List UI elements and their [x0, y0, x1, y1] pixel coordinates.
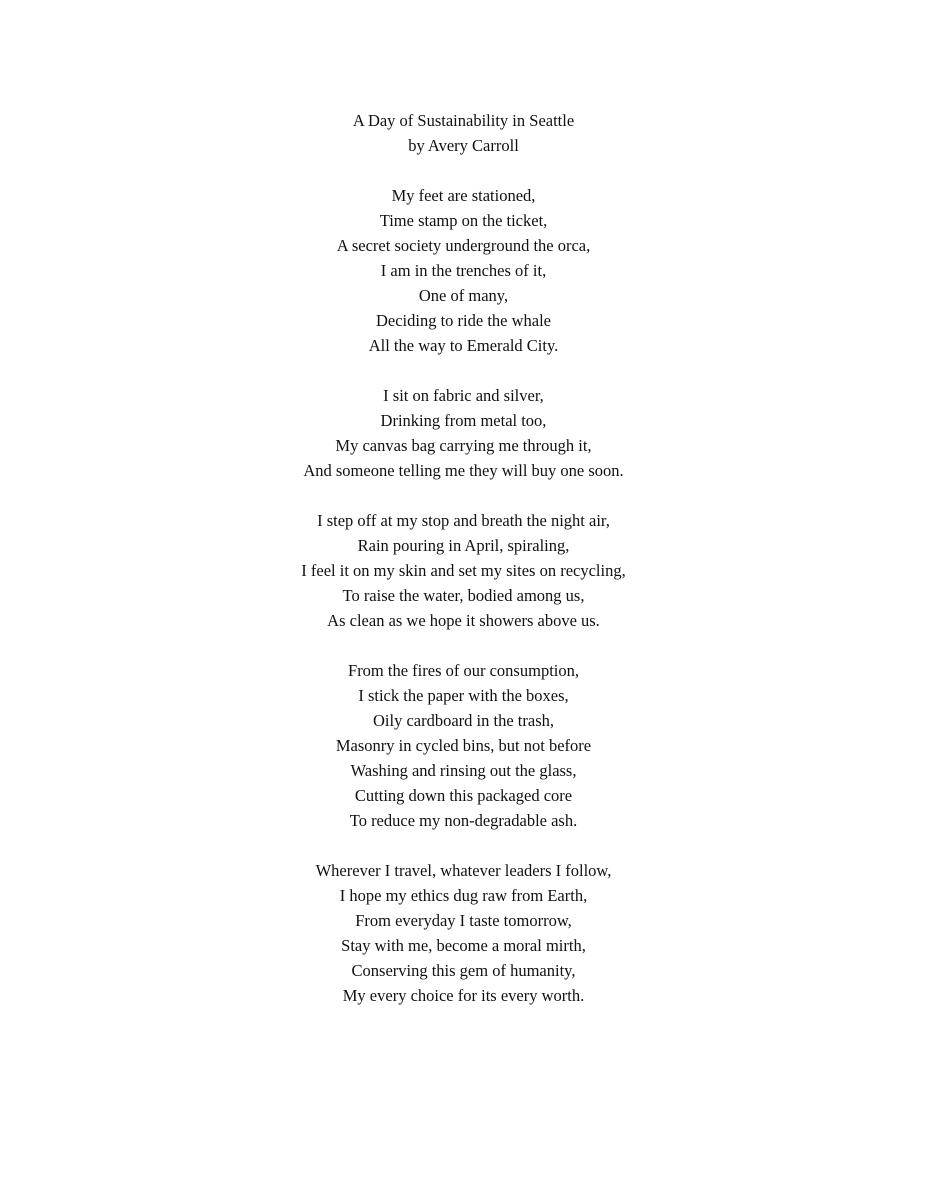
- poem-line: I step off at my stop and breath the night air,: [317, 511, 610, 530]
- poem-line: A secret society underground the orca,: [336, 236, 591, 255]
- stanza-2: [0, 383, 927, 483]
- poem-title: A Day of Sustainability in Seattle: [352, 111, 575, 130]
- poem-line: I stick the paper with the boxes,: [358, 686, 569, 705]
- poem-line: Rain pouring in April, spiraling,: [357, 536, 570, 555]
- stanza-break: [0, 483, 927, 508]
- stanza-1: [0, 183, 927, 358]
- poem-line: My canvas bag carrying me through it,: [335, 436, 592, 455]
- poem-page: [0, 108, 927, 1008]
- poem-line: I hope my ethics dug raw from Earth,: [339, 886, 588, 905]
- stanza-break: [0, 633, 927, 658]
- poem-line: Conserving this gem of humanity,: [351, 961, 576, 980]
- poem-line: To reduce my non-degradable ash.: [349, 811, 578, 830]
- stanza-break: [0, 833, 927, 858]
- poem-line: From the fires of our consumption,: [348, 661, 579, 680]
- poem-line: Stay with me, become a moral mirth,: [341, 936, 586, 955]
- stanza-break: [0, 158, 927, 183]
- poem-line: My every choice for its every worth.: [342, 986, 585, 1005]
- poem-line: From everyday I taste tomorrow,: [355, 911, 572, 930]
- poem-line: I am in the trenches of it,: [380, 261, 547, 280]
- poem-line: Oily cardboard in the trash,: [373, 711, 554, 730]
- poem-line: Masonry in cycled bins, but not before: [335, 736, 592, 755]
- poem-line: Deciding to ride the whale: [375, 311, 552, 330]
- poem-line: As clean as we hope it showers above us.: [327, 611, 600, 630]
- stanza-3: [0, 508, 927, 633]
- poem-line: Cutting down this packaged core: [354, 786, 573, 805]
- poem-line: Time stamp on the ticket,: [379, 211, 548, 230]
- poem-line: Wherever I travel, whatever leaders I follow,: [315, 861, 612, 880]
- poem-line: One of many,: [418, 286, 509, 305]
- poem-line: To raise the water, bodied among us,: [342, 586, 585, 605]
- poem-line: My feet are stationed,: [391, 186, 536, 205]
- poem-byline: by Avery Carroll: [408, 136, 519, 155]
- poem-line: And someone telling me they will buy one soon.: [303, 461, 624, 480]
- poem-line: Washing and rinsing out the glass,: [350, 761, 577, 780]
- stanza-4: [0, 658, 927, 833]
- stanza-break: [0, 358, 927, 383]
- poem-line: I sit on fabric and silver,: [383, 386, 544, 405]
- poem-line: All the way to Emerald City.: [368, 336, 559, 355]
- stanza-5: [0, 858, 927, 1008]
- poem-body: [0, 158, 927, 1008]
- poem-line: Drinking from metal too,: [380, 411, 547, 430]
- poem-line: I feel it on my skin and set my sites on recycling,: [301, 561, 626, 580]
